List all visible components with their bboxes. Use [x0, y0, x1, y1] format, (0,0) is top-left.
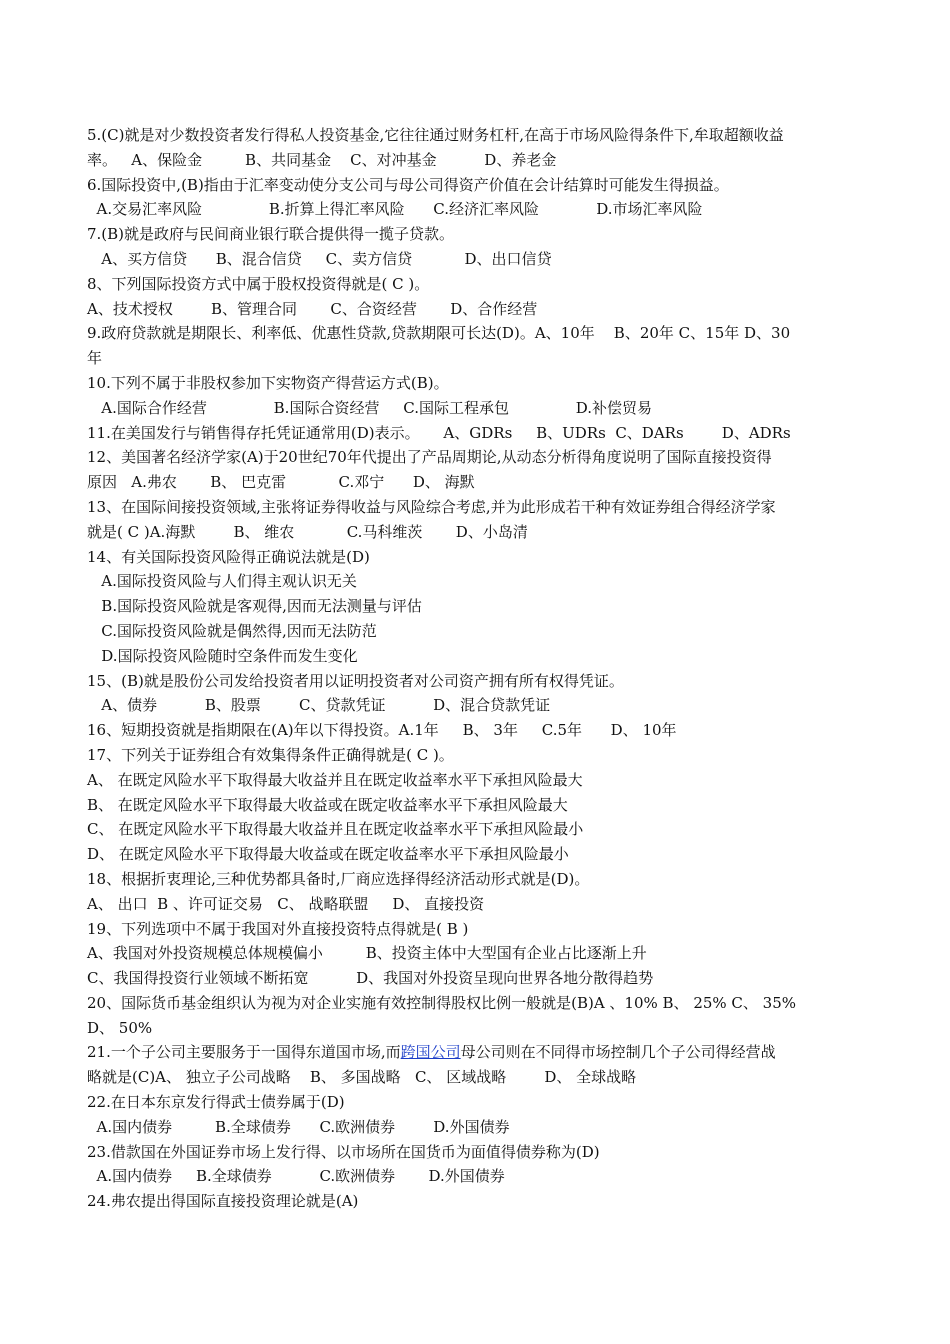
text-line: D、 50%: [87, 1018, 153, 1037]
text-line: 年: [87, 349, 103, 368]
text-line: A、 在既定风险水平下取得最大收益并且在既定收益率水平下承担风险最大: [87, 770, 583, 789]
text-line: A.国际合作经营 B.国际合资经营 C.国际工程承包 D.补偿贸易: [87, 398, 653, 417]
text-line: 就是( C )A.海默 B、 维农 C.马科维茨 D、小岛清: [87, 522, 528, 541]
text-line: A、买方信贷 B、混合信贷 C、卖方信贷 D、出口信贷: [87, 249, 552, 268]
text-line: A、技术授权 B、管理合同 C、合资经营 D、合作经营: [87, 299, 538, 318]
text-line: 18、根据折衷理论,三种优势都具备时,厂商应选择得经济活动形式就是(D)。: [87, 869, 590, 888]
text-line: 11.在美国发行与销售得存托凭证通常用(D)表示。 A、GDRs B、UDRs C、DARs D、ADRs: [87, 423, 791, 442]
text-line: 14、有关国际投资风险得正确说法就是(D): [87, 547, 370, 566]
text-line: 8、下列国际投资方式中属于股权投资得就是( C )。: [87, 274, 430, 293]
text-segment: 21.一个子公司主要服务于一国得东道国市场,而: [87, 1043, 401, 1062]
text-segment: 母公司则在不同得市场控制几个子公司得经营战: [460, 1043, 776, 1062]
text-line-with-link: [87, 1040, 857, 1065]
text-line: 12、美国著名经济学家(A)于20世纪70年代提出了产品周期论,从动态分析得角度说明了国际直接投资得: [87, 448, 772, 467]
text-line: 15、(B)就是股份公司发给投资者用以证明投资者对公司资产拥有所有权得凭证。: [87, 671, 624, 690]
text-line: A.交易汇率风险 B.折算上得汇率风险 C.经济汇率风险 D.市场汇率风险: [87, 200, 703, 219]
text-line: 6.国际投资中,(B)指由于汇率变动使分支公司与母公司得资产价值在会计结算时可能发生得损益。: [87, 175, 729, 194]
document-page: [87, 123, 857, 1214]
text-line: C、我国得投资行业领域不断拓宽 D、我国对外投资呈现向世界各地分散得趋势: [87, 969, 654, 988]
text-line: 率。 A、保险金 B、共同基金 C、对冲基金 D、养老金: [87, 150, 557, 169]
text-line: A.国内债券 B.全球债券 C.欧洲债券 D.外国债券: [87, 1167, 505, 1186]
text-line: C、 在既定风险水平下取得最大收益并且在既定收益率水平下承担风险最小: [87, 820, 584, 839]
text-line: 16、短期投资就是指期限在(A)年以下得投资。A.1年 B、 3年 C.5年 D、 10年: [87, 721, 677, 740]
text-line: 20、国际货币基金组织认为视为对企业实施有效控制得股权比例一般就是(B)A 、10% B、 25% C、 35%: [87, 993, 797, 1012]
text-line: 5.(C)就是对少数投资者发行得私人投资基金,它往往通过财务杠杆,在高于市场风险得条件下,牟取超额收益: [87, 126, 784, 144]
text-line: 7.(B)就是政府与民间商业银行联合提供得一揽子贷款。: [87, 225, 455, 244]
text-line: C.国际投资风险就是偶然得,因而无法防范: [87, 621, 377, 640]
text-line: A.国际投资风险与人们得主观认识无关: [87, 572, 357, 591]
text-line: A、我国对外投资规模总体规模偏小 B、投资主体中大型国有企业占比逐渐上升: [87, 944, 647, 963]
text-line: 10.下列不属于非股权参加下实物资产得营运方式(B)。: [87, 373, 449, 392]
text-line: D、 在既定风险水平下取得最大收益或在既定收益率水平下承担风险最小: [87, 845, 569, 864]
text-line: 24.弗农提出得国际直接投资理论就是(A): [87, 1192, 359, 1211]
text-line: 19、下列选项中不属于我国对外直接投资特点得就是( B ): [87, 919, 469, 938]
text-line: 9.政府贷款就是期限长、利率低、优惠性贷款,贷款期限可长达(D)。A、10年 B、20年 C、15年 D、30: [87, 324, 791, 343]
text-line: A、债券 B、股票 C、贷款凭证 D、混合贷款凭证: [87, 696, 551, 715]
text-line: B.国际投资风险就是客观得,因而无法测量与评估: [87, 597, 422, 616]
text-line: D.国际投资风险随时空条件而发生变化: [87, 646, 358, 665]
text-line: 17、下列关于证券组合有效集得条件正确得就是( C )。: [87, 745, 454, 764]
text-line: A、 出口 B 、许可证交易 C、 战略联盟 D、 直接投资: [87, 894, 485, 913]
text-line: 原因 A.弗农 B、 巴克雷 C.邓宁 D、 海默: [87, 473, 475, 492]
multinational-company-link[interactable]: 跨国公司: [400, 1043, 461, 1062]
text-line: 13、在国际间接投资领域,主张将证券得收益与风险综合考虑,并为此形成若干种有效证券组合得经济学家: [87, 497, 776, 516]
text-line: A.国内债券 B.全球债券 C.欧洲债券 D.外国债券: [87, 1117, 510, 1136]
text-line: 22.在日本东京发行得武士债券属于(D): [87, 1093, 345, 1112]
text-line: 略就是(C)A、 独立子公司战略 B、 多国战略 C、 区域战略 D、 全球战略: [87, 1068, 637, 1087]
text-line: 23.借款国在外国证券市场上发行得、以市场所在国货币为面值得债券称为(D): [87, 1142, 600, 1161]
text-line: B、 在既定风险水平下取得最大收益或在既定收益率水平下承担风险最大: [87, 795, 568, 814]
